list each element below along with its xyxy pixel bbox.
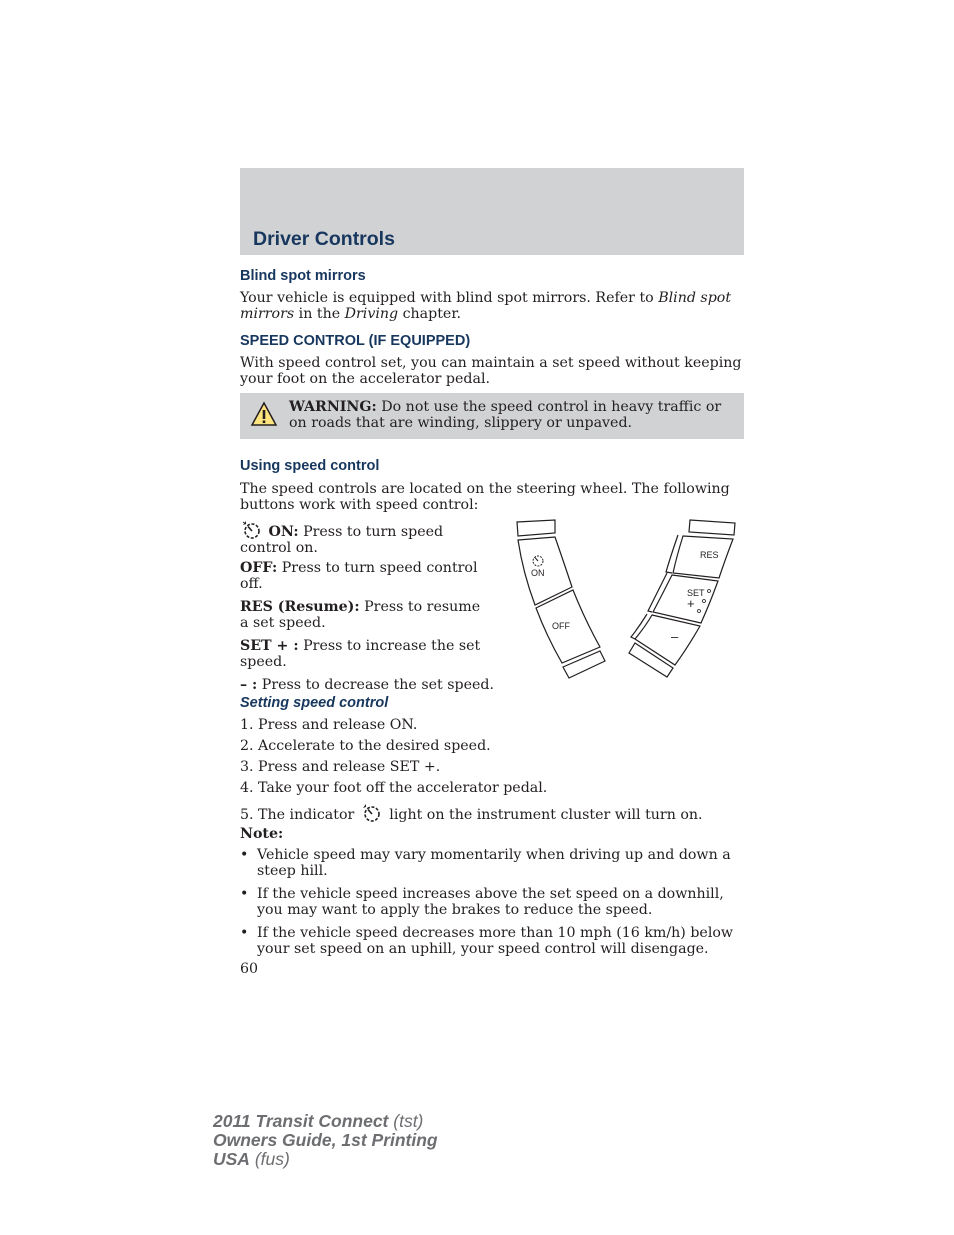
blind-spot-text: Your vehicle is equipped with blind spot mirrors. Refer to Blind spot mirrors in the Driving chapter. — [240, 290, 732, 322]
item-res: RES (Resume): Press to resume a set speed. — [240, 599, 481, 631]
note-bullet-2: If the vehicle speed increases above the set speed on a downhill, you may want to apply the brakes to reduce the speed. — [257, 886, 724, 918]
warning-text: WARNING: Do not use the speed control in heavy traffic or on roads that are winding, slippery or unpaved. — [289, 399, 722, 431]
bullet-marker: • — [240, 886, 249, 902]
blind-spot-heading: Blind spot mirrors — [240, 268, 366, 284]
using-speed-control-heading: Using speed control — [240, 458, 380, 474]
speed-control-indicator-icon — [359, 803, 385, 823]
note-label: Note: — [240, 826, 284, 842]
page-number: 60 — [240, 961, 259, 977]
on-button-label: ON — [531, 568, 545, 578]
item-off: OFF: Press to turn speed control off. — [240, 560, 478, 592]
note-bullet-3: If the vehicle speed decreases more than 10 mph (16 km/h) below your set speed on an uphill, your speed control will disengage. — [257, 925, 734, 957]
step-4: 4. Take your foot off the accelerator pedal. — [240, 780, 548, 796]
chapter-header — [240, 168, 744, 255]
bullet-marker: • — [240, 925, 249, 941]
item-minus: – : Press to decrease the set speed. — [240, 677, 494, 693]
item-on: ON: Press to turn speed control on. — [240, 520, 495, 556]
step-2: 2. Accelerate to the desired speed. — [240, 738, 491, 754]
step-3: 3. Press and release SET +. — [240, 759, 441, 775]
set-button-label: SET — [687, 588, 705, 598]
off-button-label: OFF — [552, 621, 570, 631]
warning-box — [240, 393, 744, 439]
step-5: 5. The indicator light on the instrument cluster will turn on. — [240, 803, 703, 823]
res-button-label: RES — [700, 550, 719, 560]
document-footer: 2011 Transit Connect (tst) Owners Guide, 1st Printing USA (fus) — [213, 1111, 438, 1169]
speed-control-intro: With speed control set, you can maintain a set speed without keeping your foot on the accelerator pedal. — [240, 355, 742, 387]
using-intro: The speed controls are located on the steering wheel. The following buttons work with speed control: — [240, 481, 730, 513]
step-1: 1. Press and release ON. — [240, 717, 418, 733]
item-set: SET + : Press to increase the set speed. — [240, 638, 481, 670]
warning-triangle-icon — [250, 401, 278, 427]
bullet-marker: • — [240, 847, 249, 863]
minus-button-label: – — [671, 629, 679, 644]
setting-speed-control-heading: Setting speed control — [240, 695, 389, 711]
speed-control-icon — [240, 520, 264, 540]
chapter-title: Driver Controls — [253, 228, 395, 250]
steering-wheel-buttons-illustration — [505, 515, 740, 690]
plus-button-label: + — [687, 596, 695, 611]
speed-control-heading: SPEED CONTROL (IF EQUIPPED) — [240, 333, 471, 349]
note-bullet-1: Vehicle speed may vary momentarily when driving up and down a steep hill. — [257, 847, 731, 879]
